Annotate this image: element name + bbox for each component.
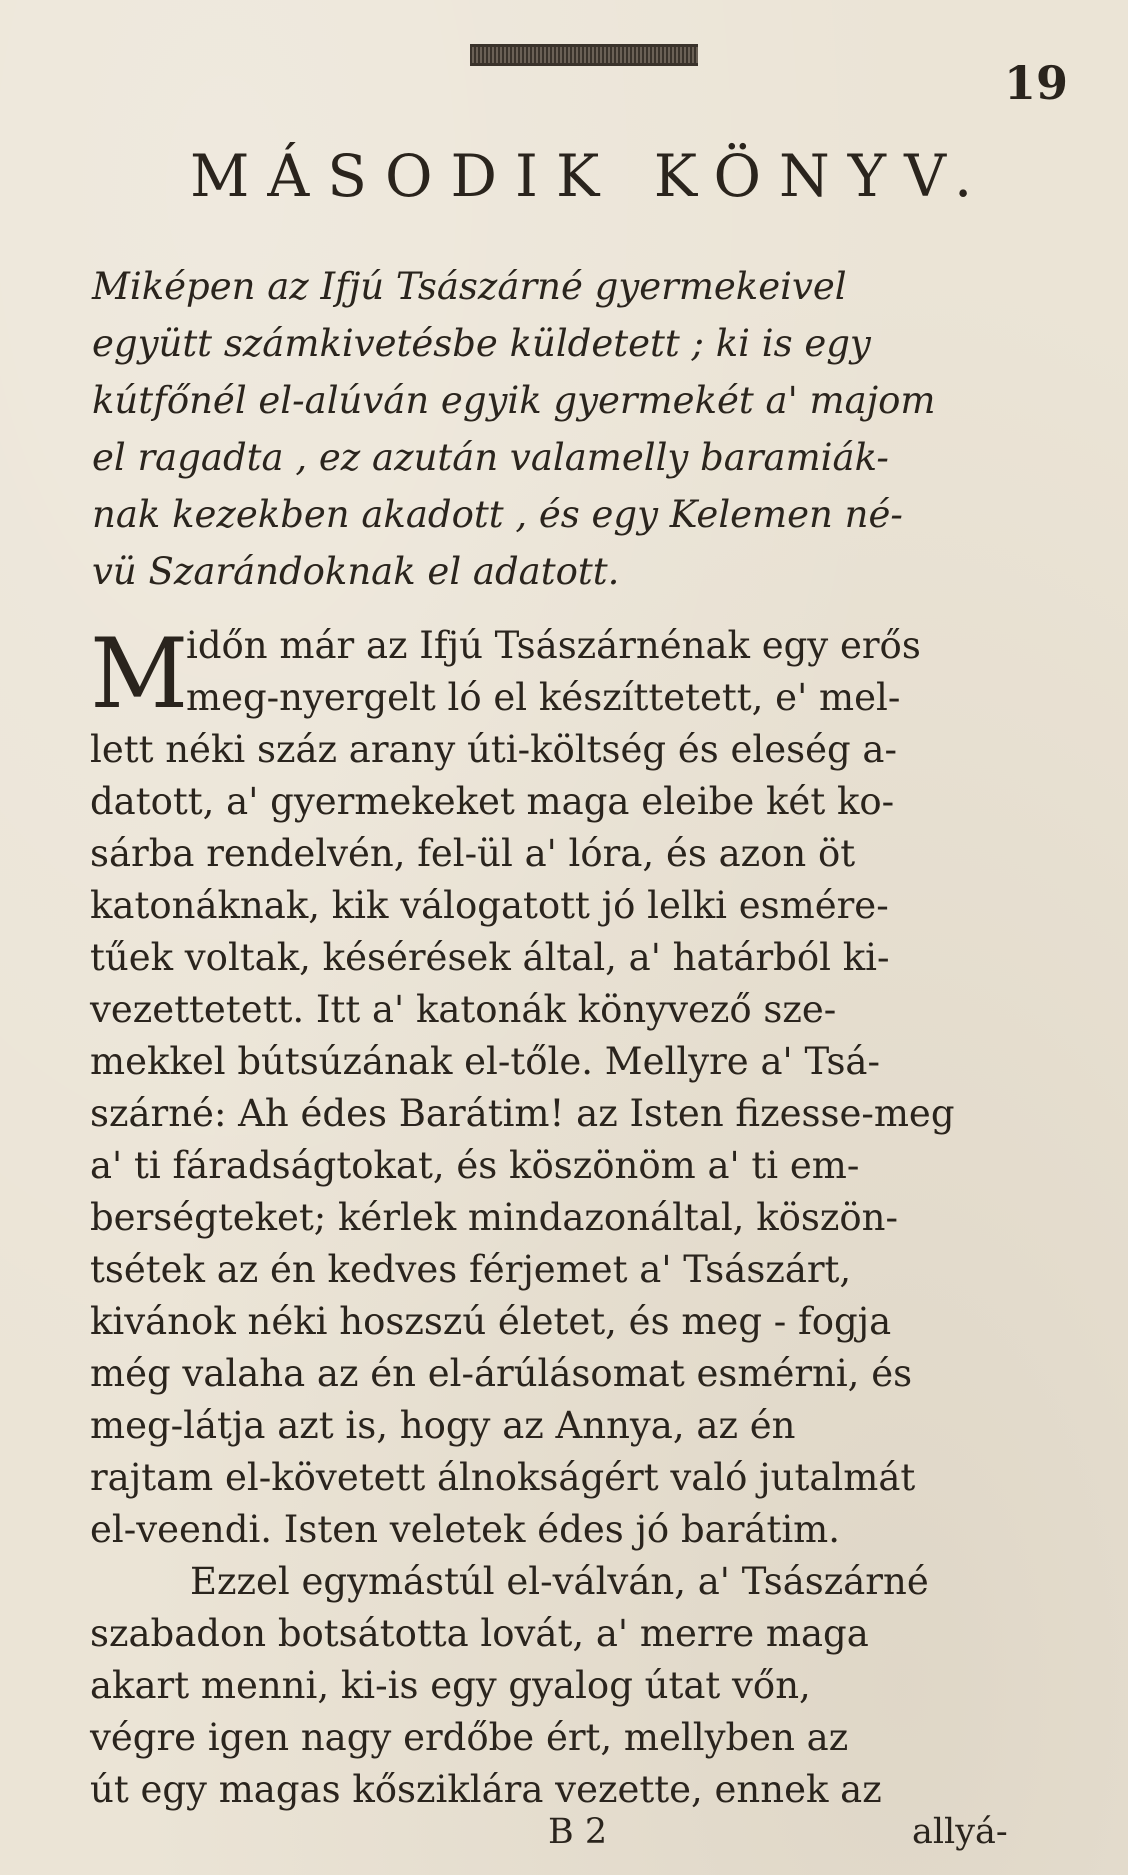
text-line: tűek voltak, késérések által, a' határból ki-: [90, 936, 890, 979]
text-line: Ezzel egymástúl el-válván, a' Tsászárné: [190, 1560, 929, 1603]
body-text: [90, 620, 1070, 1816]
header-ornament-rule: [470, 44, 698, 66]
catchword: allyá-: [912, 1812, 1008, 1852]
text-line: a' ti fáradságtokat, és köszönöm a' ti em-: [90, 1144, 860, 1187]
text-line: végre igen nagy erdőbe ért, mellyben az: [90, 1716, 849, 1759]
text-line: időn már az Ifjú Tsászárnénak egy erős: [186, 624, 921, 667]
chapter-title: MÁSODIK KÖNYV.: [190, 142, 991, 210]
summary-line: együtt számkivetésbe küldetett ; ki is egy: [92, 322, 871, 365]
text-line: datott, a' gyermekeket maga eleibe két ko-: [90, 780, 895, 823]
text-line: szabadon botsátotta lovát, a' merre maga: [90, 1612, 869, 1655]
summary-line: Miképen az Ifjú Tsászárné gyermekeivel: [92, 265, 847, 308]
text-line: lett néki száz arany úti-költség és eleség a-: [90, 728, 897, 771]
text-line: tsétek az én kedves férjemet a' Tsászárt,: [90, 1248, 852, 1291]
chapter-summary: [92, 258, 1070, 600]
summary-line: nak kezekben akadott , és egy Kelemen né-: [92, 493, 903, 536]
text-line: sárba rendelvén, fel-ül a' lóra, és azon öt: [90, 832, 856, 875]
text-line: szárné: Ah édes Barátim! az Isten fizesse-meg: [90, 1092, 955, 1135]
text-line: meg-látja azt is, hogy az Annya, az én: [90, 1404, 796, 1447]
text-line: el-veendi. Isten veletek édes jó barátim.: [90, 1508, 841, 1551]
text-line: akart menni, ki-is egy gyalog útat vőn,: [90, 1664, 811, 1707]
text-line: berségteket; kérlek mindazonáltal, köszön-: [90, 1196, 898, 1239]
text-line: kivánok néki hoszszú életet, és meg - fogja: [90, 1300, 892, 1343]
summary-line: vü Szarándoknak el adatott.: [92, 550, 620, 593]
text-line: katonáknak, kik válogatott jó lelki esmére-: [90, 884, 889, 927]
signature-mark: B 2: [548, 1812, 608, 1852]
summary-line: kútfőnél el-alúván egyik gyermekét a' majom: [92, 379, 936, 422]
text-line: rajtam el-követett álnokságért való jutalmát: [90, 1456, 916, 1499]
text-line: még valaha az én el-árúlásomat esmérni, és: [90, 1352, 913, 1395]
page-number: 19: [1003, 56, 1068, 110]
text-line: út egy magas kősziklára vezette, ennek az: [90, 1768, 882, 1811]
drop-cap: M: [90, 618, 189, 730]
text-line: meg-nyergelt ló el készíttetett, e' mel-: [186, 676, 901, 719]
summary-line: el ragadta , ez azután valamelly baramiák-: [92, 436, 889, 479]
text-line: vezettetett. Itt a' katonák könyvező sze-: [90, 988, 837, 1031]
opening-paragraph-start: [90, 618, 1070, 730]
text-line: mekkel bútsúzának el-tőle. Mellyre a' Tsá-: [90, 1040, 880, 1083]
